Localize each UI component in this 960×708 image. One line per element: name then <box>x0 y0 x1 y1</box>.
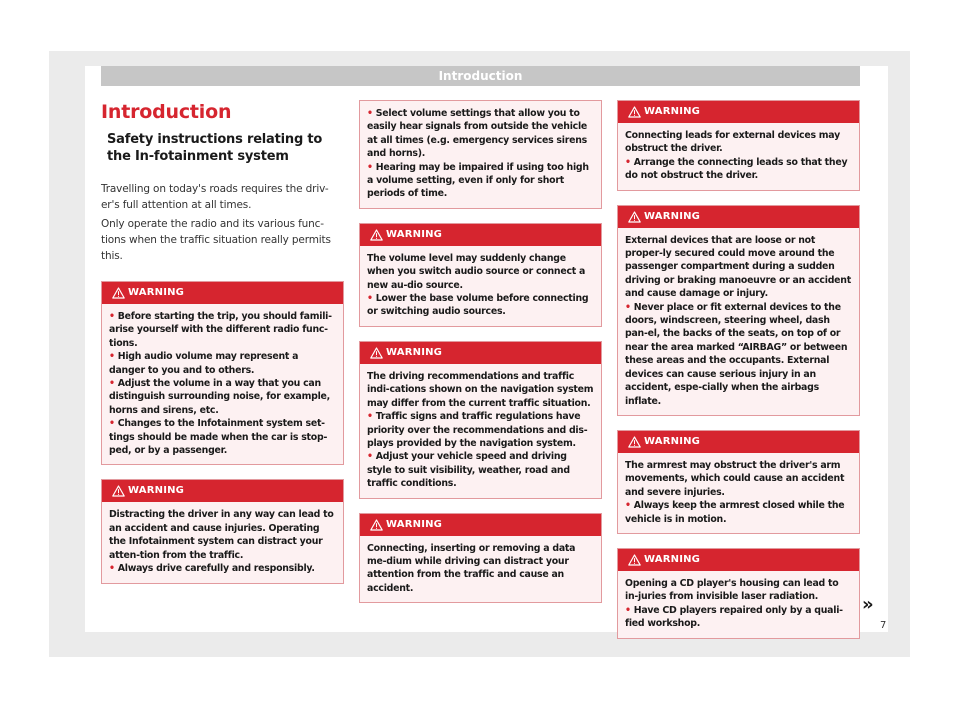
warning-box <box>617 100 860 191</box>
warning-box <box>101 281 344 465</box>
warning-body <box>360 246 601 326</box>
bullet-icon: • <box>109 418 115 430</box>
warning-triangle-icon <box>112 287 125 299</box>
warning-item: • Always keep the armrest closed while the vehicle is in motion. <box>625 500 845 525</box>
warning-item: • Changes to the Infotainment system set-tings should be made when the car is stop-ped, or by a passenger. <box>109 418 328 457</box>
warning-body <box>618 453 859 533</box>
warning-triangle-icon <box>370 519 383 531</box>
warning-item: • Adjust your vehicle speed and driving style to suit visibility, weather, road and traffic conditions. <box>367 451 570 490</box>
bullet-icon: • <box>367 161 373 173</box>
continue-arrow-icon: » <box>862 594 874 615</box>
warning-intro: The armrest may obstruct the driver's arm movements, which could cause an accident and severe injuries. <box>625 459 845 498</box>
page-title: Introduction <box>101 101 232 123</box>
bullet-icon: • <box>625 604 631 616</box>
warning-item: • Never place or fit external devices to the doors, windscreen, steering wheel, dash pan-el, the backs of the seats, on top of or near the area marked “AIRBAG” or between these areas and the occupants. External devices can cause serious injury in an accident, espe-cially when the airbags inflate. <box>625 301 848 407</box>
column-right <box>617 100 860 653</box>
warning-body <box>102 502 343 582</box>
warning-intro: External devices that are loose or not proper-ly secured could move around the passenger compartment during a sudden driving or braking manoeuvre or an accident and cause damage or injury. <box>625 234 851 300</box>
warning-triangle-icon <box>370 347 383 359</box>
warning-label: WARNING <box>644 210 701 222</box>
bullet-icon: • <box>109 563 115 575</box>
warning-label: WARNING <box>644 553 701 565</box>
warning-header <box>618 431 859 453</box>
bullet-icon: • <box>109 311 115 322</box>
warning-body <box>360 536 601 603</box>
warning-item: • Traffic signs and traffic regulations have priority over the recommendations and dis-plays provided by the navigation system. <box>367 411 588 449</box>
bullet-icon: • <box>625 301 631 313</box>
warning-box <box>359 341 602 499</box>
warning-item: • Adjust the volume in a way that you can distinguish surrounding noise, for example, horns and sirens, etc. <box>109 378 330 416</box>
bullet-icon: • <box>367 451 373 463</box>
warning-label: WARNING <box>386 228 443 240</box>
bullet-icon: • <box>367 411 373 423</box>
warning-triangle-icon <box>628 436 641 448</box>
body-paragraph: Only operate the radio and its various func-tions when the traffic situation really permits this. <box>101 218 331 262</box>
bullet-icon: • <box>367 108 373 119</box>
section-title: Safety instructions relating to the In-fotainment system <box>107 132 323 164</box>
warning-item: • Before starting the trip, you should famili-arise yourself with the different radio func-tions. <box>109 311 332 349</box>
warning-triangle-icon <box>370 229 383 241</box>
warning-intro: Connecting, inserting or removing a data me-dium while driving can distract your attention from the traffic and cause an accident. <box>367 542 576 594</box>
column-left <box>101 100 344 598</box>
body-paragraph: Travelling on today's roads requires the driv-er's full attention at all times. <box>101 183 329 211</box>
warning-label: WARNING <box>644 106 701 117</box>
warning-intro: The driving recommendations and traffic indi-cations shown on the navigation system may differ from the current traffic situation. <box>367 370 594 409</box>
warning-item: • Arrange the connecting leads so that they do not obstruct the driver. <box>625 156 848 182</box>
warning-body <box>618 228 859 415</box>
warning-box <box>359 223 602 327</box>
warning-label: WARNING <box>128 287 185 298</box>
warning-header <box>618 101 859 123</box>
warning-label: WARNING <box>386 518 443 530</box>
warning-header <box>618 549 859 571</box>
warning-item: • Lower the base volume before connecting or switching audio sources. <box>367 293 589 318</box>
warning-intro: The volume level may suddenly change when you switch audio source or connect a new au-dio source. <box>367 252 586 291</box>
bullet-icon: • <box>109 351 115 363</box>
warning-intro: Distracting the driver in any way can lead to an accident and cause injuries. Operating the Infotainment system can distract your atten-tion from the traffic. <box>109 509 334 561</box>
warning-triangle-icon <box>628 106 641 118</box>
chapter-header: Introduction <box>101 66 860 86</box>
warning-box <box>101 479 344 583</box>
warning-item: • Select volume settings that allow you to easily hear signals from outside the vehicle at all times (e.g. emergency services sirens and horns). <box>367 108 588 160</box>
warning-item: • Always drive carefully and responsibly. <box>109 563 315 575</box>
warning-header <box>360 342 601 364</box>
warning-body <box>360 364 601 498</box>
warning-header <box>360 514 601 536</box>
bullet-icon: • <box>625 156 631 168</box>
warning-intro: Connecting leads for external devices may obstruct the driver. <box>625 130 840 155</box>
warning-label: WARNING <box>644 435 701 447</box>
column-middle <box>359 100 602 617</box>
bullet-icon: • <box>367 293 373 305</box>
warning-triangle-icon <box>628 211 641 223</box>
warning-box <box>617 205 860 416</box>
warning-item: • High audio volume may represent a danger to you and to others. <box>109 351 299 376</box>
warning-header <box>102 480 343 502</box>
warning-item: • Have CD players repaired only by a quali-fied workshop. <box>625 604 843 630</box>
warning-body <box>102 304 343 464</box>
warning-intro: Opening a CD player's housing can lead to in-juries from invisible laser radiation. <box>625 577 839 603</box>
warning-continued-box <box>359 100 602 209</box>
warning-header <box>360 224 601 246</box>
warning-header <box>102 282 343 304</box>
warning-body <box>618 571 859 638</box>
warning-body <box>618 123 859 190</box>
bullet-icon: • <box>625 500 631 512</box>
warning-triangle-icon <box>112 485 125 497</box>
warning-box <box>617 548 860 639</box>
warning-header <box>618 206 859 228</box>
page-number: 7 <box>880 620 887 631</box>
warning-box <box>617 430 860 534</box>
warning-item: • Hearing may be impaired if using too high a volume setting, even if only for short periods of time. <box>367 161 589 200</box>
warning-box <box>359 513 602 604</box>
warning-label: WARNING <box>386 346 443 358</box>
warning-label: WARNING <box>128 485 185 497</box>
warning-triangle-icon <box>628 554 641 566</box>
bullet-icon: • <box>109 378 115 390</box>
